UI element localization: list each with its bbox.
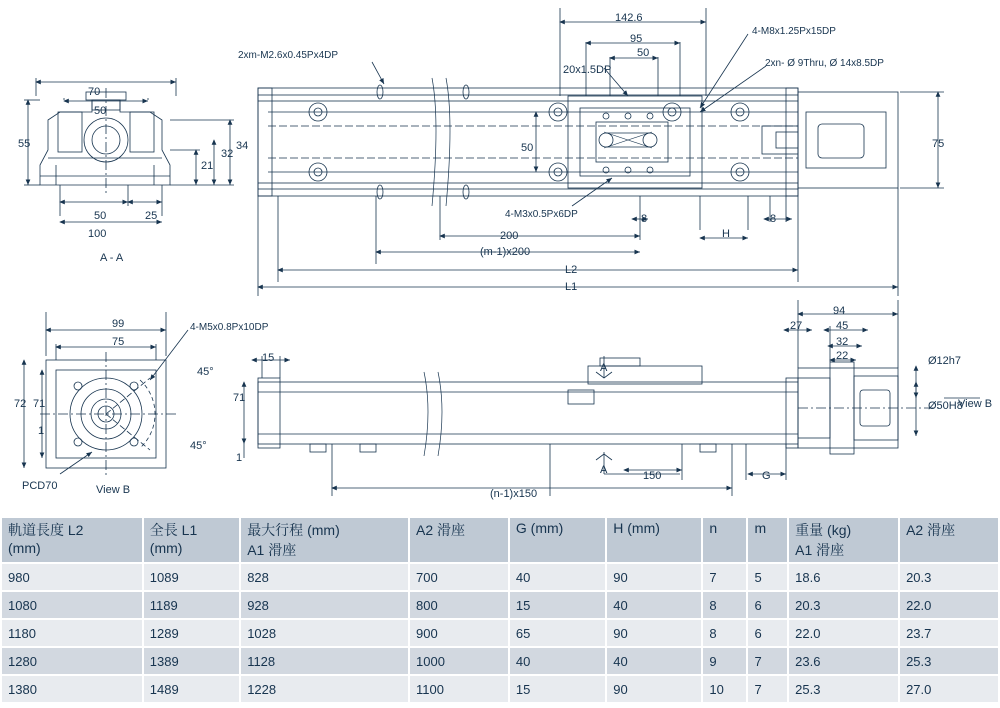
table-cell: 7: [702, 563, 747, 591]
dimension-label: View B: [96, 484, 131, 496]
header-sub: A2 滑座: [906, 522, 956, 538]
side-elevation-view: [244, 300, 980, 496]
header-main: 軌道長度 L2: [8, 522, 84, 538]
table-cell: 15: [509, 591, 606, 619]
table-cell: 1389: [143, 647, 240, 675]
header-main: n: [709, 520, 718, 536]
table-cell: 18.6: [788, 563, 899, 591]
table-cell: 90: [606, 619, 702, 647]
header-sub: (mm): [8, 540, 41, 556]
dimension-label: 32: [221, 148, 234, 160]
dimension-label: 21: [201, 160, 214, 172]
header-main: G (mm): [515, 520, 564, 536]
dimension-label: View B: [958, 398, 993, 410]
table-cell: 5: [747, 563, 788, 591]
dimension-label: 2xm-M2.6x0.45Px4DP: [238, 50, 339, 61]
table-cell: 22.0: [788, 619, 899, 647]
dimension-label: A: [600, 362, 608, 374]
header-cell: [509, 517, 606, 563]
dimension-label: 71: [233, 392, 246, 404]
table-cell: 10: [702, 675, 747, 703]
dimension-label: 34: [236, 140, 249, 152]
dimension-label: 100: [88, 228, 107, 240]
table-cell: 40: [606, 591, 702, 619]
table-cell: 1080: [1, 591, 143, 619]
table-row: [1, 675, 999, 703]
table-cell: 1089: [143, 563, 240, 591]
dimension-label: 200: [500, 230, 519, 242]
dimension-label: 25: [145, 210, 158, 222]
dimension-label: 50: [94, 210, 107, 222]
table-cell: 7: [747, 675, 788, 703]
dimension-label: 27: [790, 320, 803, 332]
dimension-label: 4-M3x0.5Px6DP: [505, 209, 578, 220]
table-cell: 1180: [1, 619, 143, 647]
dimension-label: H: [722, 228, 730, 240]
dimension-label: 50: [94, 105, 107, 117]
table-cell: 20.3: [788, 591, 899, 619]
dimension-label: 32: [836, 336, 849, 348]
dimension-label: 45: [836, 320, 849, 332]
dimension-label: 4-M8x1.25Px15DP: [752, 26, 836, 37]
header-sub: A1 滑座: [247, 542, 297, 558]
table-cell: 27.0: [899, 675, 999, 703]
dimension-label: 15: [262, 352, 275, 364]
dimension-label: 142.6: [615, 12, 643, 24]
dimension-label: 75: [112, 336, 125, 348]
table-row: [1, 647, 999, 675]
dimension-label: 71: [33, 398, 46, 410]
dimension-label: L1: [565, 281, 578, 293]
header-main: H (mm): [613, 520, 660, 536]
header-cell: [240, 517, 409, 563]
table-cell: 7: [747, 647, 788, 675]
dimension-label: A: [600, 464, 608, 476]
dimension-label: 8: [641, 213, 648, 225]
view-b: [24, 312, 188, 478]
header-cell: [409, 517, 509, 563]
header-cell: [143, 517, 240, 563]
spec-table-head: [1, 517, 999, 563]
header-main: 全長 L1: [149, 522, 198, 538]
table-cell: 1000: [409, 647, 509, 675]
header-cell: [788, 517, 899, 563]
table-cell: 800: [409, 591, 509, 619]
dimension-label: 8: [770, 213, 777, 225]
dimension-label: 4-M5x0.8Px10DP: [190, 322, 269, 333]
table-cell: 700: [409, 563, 509, 591]
dimension-label: 95: [630, 33, 643, 45]
table-cell: 1028: [240, 619, 409, 647]
table-cell: 23.6: [788, 647, 899, 675]
section-aa-view: [24, 78, 234, 222]
dimension-label: A - A: [100, 252, 124, 264]
table-row: [1, 563, 999, 591]
dimension-label: 22: [836, 350, 849, 362]
table-cell: 1380: [1, 675, 143, 703]
dimension-label: G: [762, 470, 771, 482]
table-cell: 928: [240, 591, 409, 619]
header-main: 最大行程 (mm): [247, 522, 340, 538]
table-cell: 40: [606, 647, 702, 675]
dimension-label: 150: [643, 470, 662, 482]
dimension-label: 70: [88, 86, 101, 98]
table-row: [1, 591, 999, 619]
table-cell: 1100: [409, 675, 509, 703]
table-cell: 25.3: [899, 647, 999, 675]
table-cell: 20.3: [899, 563, 999, 591]
table-cell: 65: [509, 619, 606, 647]
table-cell: 1228: [240, 675, 409, 703]
dimension-label: 75: [932, 138, 945, 150]
header-main: 重量 (kg): [795, 522, 852, 538]
table-cell: 25.3: [788, 675, 899, 703]
dimension-label: 50: [637, 47, 650, 59]
header-cell: [899, 517, 999, 563]
table-cell: 1280: [1, 647, 143, 675]
table-cell: 1289: [143, 619, 240, 647]
dimension-label: 2xn- Ø 9Thru, Ø 14x8.5DP: [765, 58, 884, 69]
table-cell: 6: [747, 591, 788, 619]
dimension-label: 45°: [197, 366, 214, 378]
dimension-label: 45°: [190, 440, 207, 452]
dimension-label: 94: [833, 305, 846, 317]
header-cell: [747, 517, 788, 563]
table-cell: 8: [702, 591, 747, 619]
table-cell: 40: [509, 647, 606, 675]
header-sub: A2 滑座: [416, 522, 466, 538]
header-cell: [1, 517, 143, 563]
dimension-label: 99: [112, 318, 125, 330]
header-main: m: [754, 520, 767, 536]
dimension-label: 50: [521, 142, 534, 154]
header-cell: [702, 517, 747, 563]
dimension-label: PCD70: [22, 480, 58, 492]
table-cell: 1189: [143, 591, 240, 619]
top-plan-view: [258, 8, 944, 296]
dimension-label: 72: [14, 398, 27, 410]
table-cell: 22.0: [899, 591, 999, 619]
table-cell: 1128: [240, 647, 409, 675]
table-cell: 6: [747, 619, 788, 647]
dimension-label: Ø12h7: [928, 355, 962, 367]
header-sub: A1 滑座: [795, 542, 845, 558]
table-cell: 1489: [143, 675, 240, 703]
dimension-label: L2: [565, 264, 578, 276]
spec-table: [0, 516, 1000, 704]
table-cell: 980: [1, 563, 143, 591]
table-cell: 40: [509, 563, 606, 591]
table-row: [1, 619, 999, 647]
dimension-label: (n-1)x150: [490, 488, 538, 500]
table-cell: 23.7: [899, 619, 999, 647]
dimension-label: (m-1)x200: [480, 246, 531, 258]
spec-table-header-row: [1, 517, 999, 563]
dimension-label: 55: [18, 138, 31, 150]
table-cell: 15: [509, 675, 606, 703]
table-cell: 828: [240, 563, 409, 591]
header-cell: [606, 517, 702, 563]
table-cell: 90: [606, 563, 702, 591]
table-cell: 90: [606, 675, 702, 703]
table-cell: 9: [702, 647, 747, 675]
dimension-label: 1: [38, 425, 45, 437]
table-cell: 900: [409, 619, 509, 647]
table-cell: 8: [702, 619, 747, 647]
spec-table-body: [1, 563, 999, 703]
dimension-label: 1: [236, 452, 243, 464]
dimension-label: Ø50H8: [928, 400, 963, 412]
dimension-label: 20x1.5DP: [563, 64, 612, 76]
header-sub: (mm): [149, 540, 183, 556]
